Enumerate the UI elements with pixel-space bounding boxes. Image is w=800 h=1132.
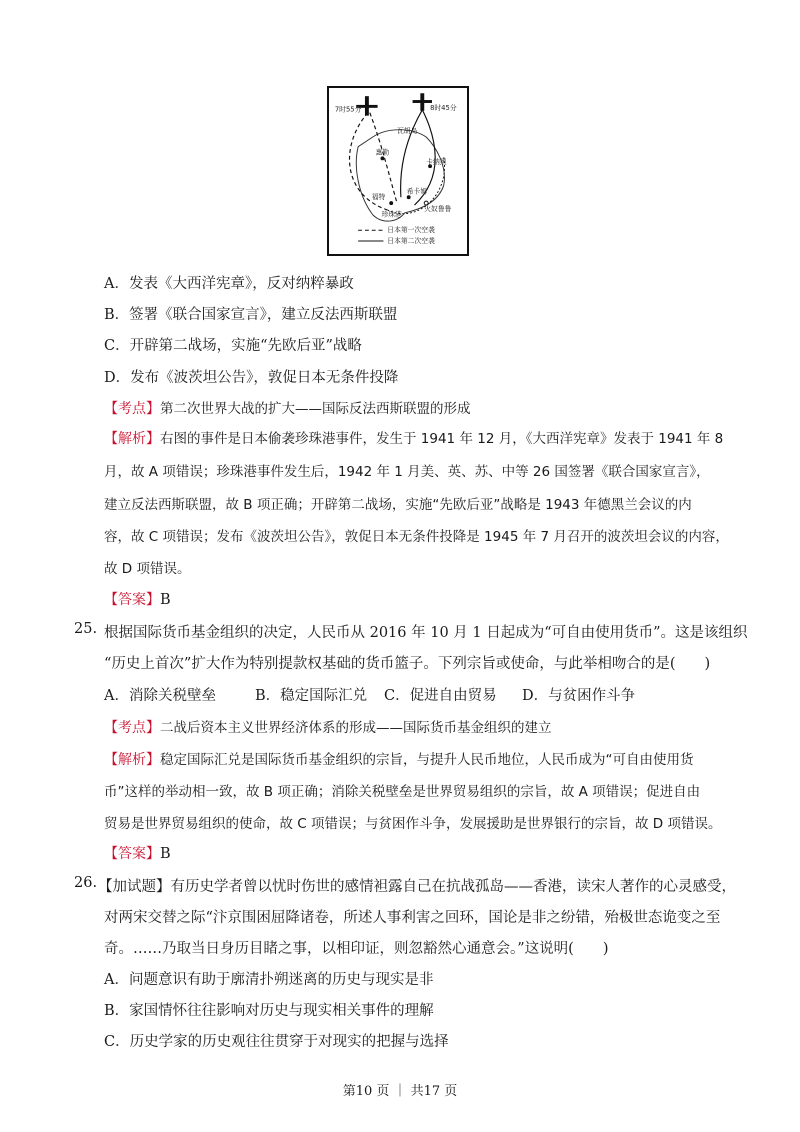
q24-option-a: A．发表《大西洋宪章》，反对纳粹暴政: [104, 276, 354, 292]
q24-jiexi-tag: 【解析】: [104, 431, 160, 447]
q26-stem-line-1: [98, 875, 736, 896]
map-label-ford: 福特: [371, 193, 386, 202]
q26-option-b: B．家国情怀往往影响对历史与现实相关事件的理解: [104, 1003, 434, 1019]
q24-answer-value: B: [160, 592, 171, 608]
q25-number: 25.: [74, 621, 98, 637]
q24-jiexi-text-1: 右图的事件是日本偷袭珍珠港事件，发生于 1941 年 12 月，《大西洋宪章》发表于 1941 年 8: [160, 431, 724, 447]
q25-option-b: B．稳定国际汇兑: [255, 688, 368, 704]
q26-option-c: C．历史学家的历史观往往贯穿于对现实的把握与选择: [104, 1034, 449, 1050]
q25-jiexi-line-1: [104, 748, 694, 769]
q25-stem-line-1: 根据国际货币基金组织的决定，人民币从 2016 年 10 月 1 日起成为“可自由使用货币”。这是该组织: [104, 625, 748, 641]
map-label-hickam: 希卡姆: [406, 187, 428, 196]
map-label-pearl-harbor: 珍珠港: [381, 210, 402, 219]
map-label-time-1: 7时55分: [334, 105, 362, 114]
q25-jiexi-line-3: 贸易是世界贸易组织的使命，故 C 项错误；与贫困作斗争，发展援助是世界银行的宗旨，故 D 项错误。: [104, 816, 722, 832]
q25-option-a: A．消除关税壁垒: [104, 688, 216, 704]
marker-wheeler: [381, 156, 385, 160]
map-label-honolulu: 火奴鲁鲁: [424, 204, 452, 213]
legend-label-1: 日本第一次空袭: [387, 226, 435, 235]
page-footer: 第10 页 ｜ 共17 页: [342, 1084, 458, 1099]
q24-kaodian-tag: 【考点】: [104, 401, 160, 417]
q26-stem-text-1: 有历史学者曾以忧时伤世的感情袒露自己在抗战孤岛——香港，读宋人著作的心灵感受，: [170, 879, 736, 895]
q24-answer-tag: 【答案】: [104, 592, 160, 608]
q24-answer: [104, 589, 171, 609]
q25-kaodian: [104, 716, 552, 737]
q25-answer: [104, 843, 171, 863]
q25-answer-value: B: [160, 846, 171, 862]
q24-jiexi-line-5: 故 D 项错误。: [104, 561, 191, 577]
pearl-harbor-map: [327, 86, 469, 256]
marker-ford: [389, 201, 393, 205]
legend-label-2: 日本第二次空袭: [387, 236, 435, 245]
q26-tag: 【加试题】: [98, 879, 171, 895]
q24-jiexi-line-4: 容，故 C 项错误；发布《波茨坦公告》，敦促日本无条件投降是 1945 年 7 月召开的波茨坦会议的内容，: [104, 529, 729, 545]
q25-jiexi-tag: 【解析】: [104, 752, 160, 768]
q24-option-b: B．签署《联合国家宣言》，建立反法西斯联盟: [104, 307, 398, 323]
route-second-wave-b: [401, 110, 423, 197]
q24-kaodian: [104, 397, 471, 418]
q24-jiexi-line-2: 月，故 A 项错误；珍珠港事件发生后，1942 年 1 月美、英、苏、中等 26 国签署《联合国家宣言》，: [104, 464, 710, 480]
q25-kaodian-tag: 【考点】: [104, 720, 160, 736]
map-drawing: [329, 88, 467, 254]
q25-jiexi-text-1: 稳定国际汇兑是国际货币基金组织的宗旨，与提升人民币地位，人民币成为“可自由使用货: [160, 752, 694, 768]
q26-number: 26.: [74, 875, 98, 891]
q24-jiexi-line-1: [104, 428, 723, 450]
q26-stem-line-2: 对两宋交替之际“汴京围困屈降诸卷，所述人事利害之回环，国论是非之纷错，殆极世态诡变之至: [104, 910, 721, 926]
map-label-time-2: 8时45分: [430, 103, 457, 112]
map-label-kaneohe: 卡纳黑: [426, 158, 447, 167]
map-label-island: 瓦胡岛: [397, 127, 418, 136]
q25-kaodian-text: 二战后资本主义世界经济体系的形成——国际货币基金组织的建立: [160, 720, 552, 736]
map-label-wheeler: 惠勒: [375, 148, 390, 157]
q26-stem-line-3: 奇。……乃取当日身历目睹之事，以相印证，则忽豁然心通意会。”这说明( ): [104, 941, 609, 957]
q26-option-a: A．问题意识有助于廓清扑朔迷离的历史与现实是非: [104, 972, 434, 988]
q25-option-c: C．促进自由贸易: [384, 688, 497, 704]
q25-option-d: D．与贫困作斗争: [522, 688, 636, 704]
q24-option-d: D．发布《波茨坦公告》，敦促日本无条件投降: [104, 370, 399, 386]
q25-answer-tag: 【答案】: [104, 846, 160, 862]
q24-kaodian-text: 第二次世界大战的扩大——国际反法西斯联盟的形成: [160, 401, 471, 417]
q25-stem-line-2: “历史上首次”扩大作为特别提款权基础的货币篮子。下列宗旨或使命，与此举相吻合的是( ): [104, 656, 711, 672]
marker-hickam: [407, 195, 411, 199]
q24-option-c: C．开辟第二战场，实施“先欧后亚”战略: [104, 338, 362, 354]
q25-jiexi-line-2: 币”这样的举动相一致，故 B 项正确；消除关税壁垒是世界贸易组织的宗旨，故 A 项错误；促进自由: [104, 784, 701, 800]
q24-jiexi-line-3: 建立反法西斯联盟，故 B 项正确；开辟第二战场，实施“先欧后亚”战略是 1943 年德黑兰会议的内: [104, 497, 692, 513]
